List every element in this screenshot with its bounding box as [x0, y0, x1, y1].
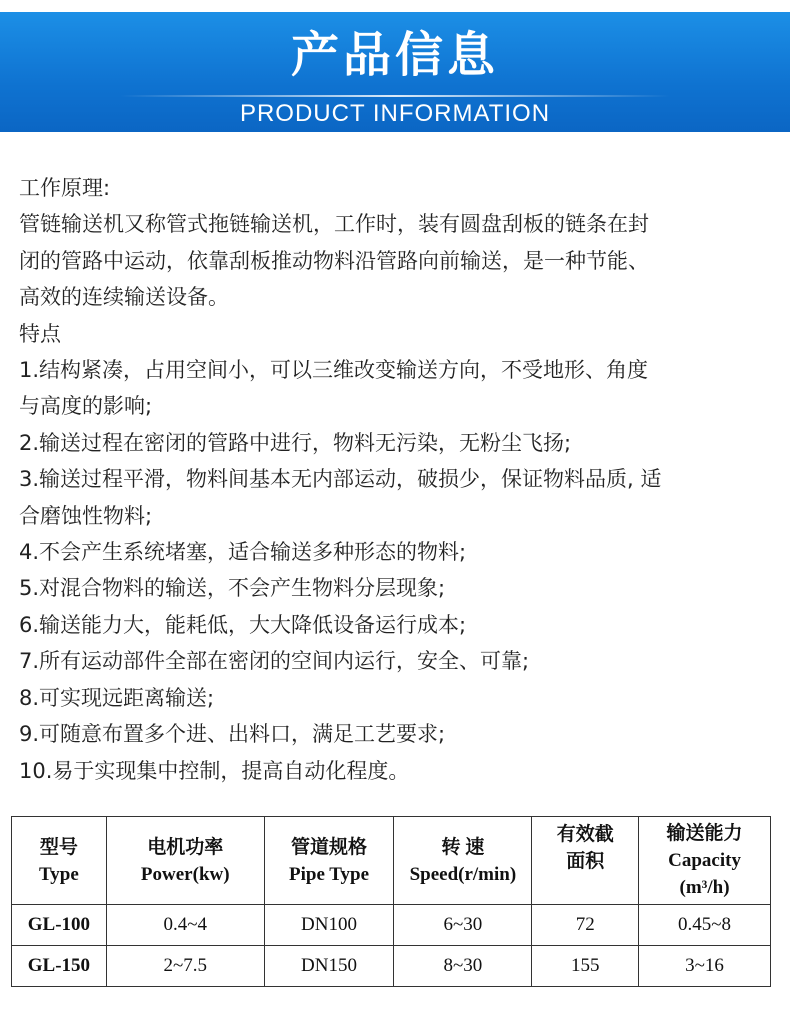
- cell-power: 0.4~4: [106, 905, 264, 946]
- feature-line: 8.可实现远距离输送;: [19, 685, 215, 710]
- header-pipe: 管道规格 Pipe Type: [264, 817, 394, 905]
- feature-line: 2.输送过程在密闭的管路中进行，物料无污染，无粉尘飞扬;: [19, 430, 572, 455]
- header-capacity: 输送能力 Capacity (m³/h): [639, 817, 771, 905]
- text-line: 管链输送机又称管式拖链输送机，工作时，装有圆盘刮板的链条在封: [19, 212, 649, 237]
- description-text: [19, 170, 779, 789]
- spec-table: [11, 816, 771, 987]
- text-line: 闭的管路中运动，依靠刮板推动物料沿管路向前输送，是一种节能、: [19, 248, 649, 273]
- header-type: 型号 Type: [12, 817, 107, 905]
- feature-line: 9.可随意布置多个进、出料口，满足工艺要求;: [19, 722, 446, 747]
- table-header-row: [12, 817, 771, 905]
- header-power: 电机功率 Power(kw): [106, 817, 264, 905]
- cell-area: 72: [532, 905, 639, 946]
- header-banner: [0, 12, 790, 132]
- cell-speed: 6~30: [394, 905, 532, 946]
- feature-line: 6.输送能力大，能耗低，大大降低设备运行成本;: [19, 612, 467, 637]
- section-heading-features: 特点: [19, 321, 61, 346]
- cell-power: 2~7.5: [106, 946, 264, 987]
- feature-line: 合磨蚀性物料;: [19, 503, 153, 528]
- page-subtitle: PRODUCT INFORMATION: [239, 100, 551, 127]
- cell-model: GL-150: [12, 946, 107, 987]
- feature-line: 4.不会产生系统堵塞，适合输送多种形态的物料;: [19, 540, 467, 565]
- cell-speed: 8~30: [394, 946, 532, 987]
- header-area: 有效截 面积: [532, 817, 639, 905]
- section-heading-principle: 工作原理:: [19, 176, 111, 200]
- table-row: [12, 946, 771, 987]
- feature-line: 10.易于实现集中控制，提高自动化程度。: [19, 758, 410, 783]
- header-speed: 转 速 Speed(r/min): [394, 817, 532, 905]
- feature-line: 5.对混合物料的输送，不会产生物料分层现象;: [19, 576, 446, 601]
- feature-line: 1.结构紧凑，占用空间小，可以三维改变输送方向，不受地形、角度: [19, 358, 649, 383]
- page-title: 产品信息: [290, 27, 499, 83]
- table-row: [12, 905, 771, 946]
- feature-line: 3.输送过程平滑，物料间基本无内部运动，破损少，保证物料品质, 适: [19, 467, 662, 492]
- cell-area: 155: [532, 946, 639, 987]
- text-line: 高效的连续输送设备。: [19, 285, 229, 310]
- cell-pipe: DN100: [264, 905, 394, 946]
- cell-model: GL-100: [12, 905, 107, 946]
- cell-capacity: 3~16: [639, 946, 771, 987]
- cell-capacity: 0.45~8: [639, 905, 771, 946]
- cell-pipe: DN150: [264, 946, 394, 987]
- feature-line: 与高度的影响;: [19, 394, 153, 419]
- feature-line: 7.所有运动部件全部在密闭的空间内运行，安全、可靠;: [19, 649, 530, 674]
